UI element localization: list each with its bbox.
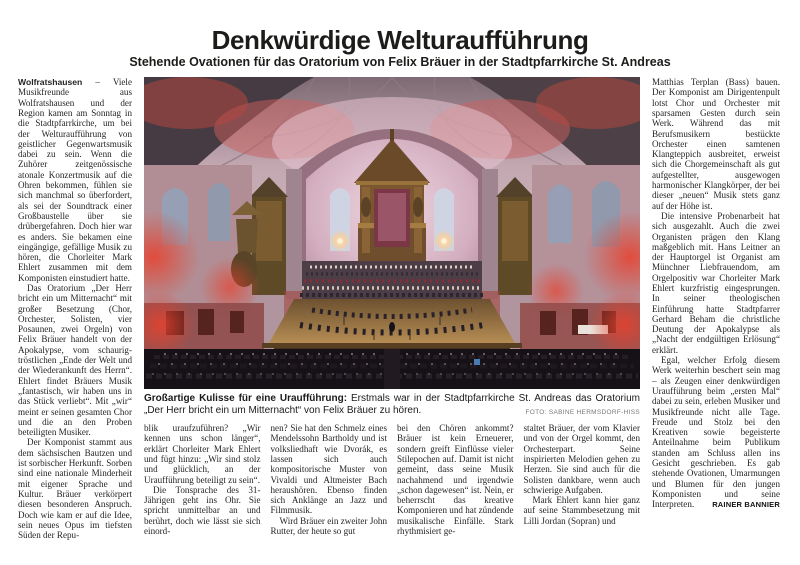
text-column-1 xyxy=(18,77,132,562)
author-name: RAINER BANNIER xyxy=(706,500,780,509)
subheadline: Stehende Ovationen für das Oratorium von Felix Bräuer in der Stadtpfarrkirche St. Andreas xyxy=(129,55,671,70)
photo-block xyxy=(144,77,640,562)
article-header xyxy=(0,0,800,70)
paragraph: Matthias Terplan (Bass) bauen. Der Komponist am Dirigentenpult lotst Chor und Orchester mit sparsamen Gesten durch sein Werk. Während das mit Berufsmusikern bestückte Orchester einen samtenen Klangteppich ausbreitet, erweist sich die Chorgemeinschaft als gut aufgestellter, ausgewogen harmonischer Klangkörper, der bei dieser „neuen“ Musik stets ganz auf der Höhe ist. xyxy=(652,77,780,211)
church-photo xyxy=(144,77,640,389)
paragraph: Das Oratorium „Der Herr bricht ein um Mitternacht“ mit großer Besetzung (Chor, Orchester, Solisten, vier Posaunen, zwei Orgeln) von Felix Bräuer handelt von der Apokalypse, vom schaurig-tröstlichen „Ende der Welt und der Wiederankunft des Herrn“. Ehlert findet Bräuers Musik „fantastisch, wir haben uns in das Stück verliebt“. Mit „wir“ meint er seinen gesamten Chor und die an den Proben beteiligten Musiker. xyxy=(18,282,132,438)
paragraph: staltet Bräuer, der vom Klavier und von der Orgel kommt, den Orchesterpart. Seine inspirierten Melodien gehen zu Herzen. Sie sind auch für die Solisten dankbare, wenn auch schwierige Aufgaben. xyxy=(523,423,640,495)
photo-credit: FOTO: SABINE HERMSDORF-HISS xyxy=(521,409,640,417)
conductor xyxy=(389,322,395,332)
paragraph-text: – Viele Musikfreunde aus Wolfratshausen und der Region kamen am Sonntag in die Stadtpfarrkirche, um bei der Welturaufführung von geistlicher Gegenwartsmusik dabei zu sein. Wenn die Zuhörer zeitgenössische atonale Konzertmusik auf die Ohren bekommen, fühlen sie sich manchmal so überfordert, als sei der Soundtrack einer Großbaustelle über sie drübergefahren. Doch hier war es anders. Sie bekamen eine eingängige, gefällige Musik zu hören, die Chorleiter Mark Ehlert zusammen mit dem Komponisten einstudiert hatte. xyxy=(18,77,132,283)
paragraph: Wird Bräuer ein zweiter John Rutter, der heute so gut xyxy=(270,515,387,537)
church-interior-illustration xyxy=(144,77,640,389)
paragraph xyxy=(18,77,132,283)
paragraph: Der Komponist stammt aus dem sächsischen Bautzen und ist sorbischer Herkunft. Sorben sind eine nationale Minderheit mit eigener Sprache und Kultur. Bräuer verkörpert diesen besonderen Anspruch. Doch wie kam er auf die Idee, sein neues Opus im tiefsten Süden der Repu- xyxy=(18,437,132,541)
paragraph: Mark Ehlert kann hier ganz auf seine Stammbesetzung mit Lilli Jordan (Sopran) und xyxy=(523,495,640,526)
paragraph: blik uraufzuführen? „Wir kennen uns schon länger“, erklärt Chorleiter Mark Ehlert und fügt hinzu: „Wir sind stolz und glücklich, an der Uraufführung beteiligt zu sein“. xyxy=(144,423,261,485)
text-columns-under-photo xyxy=(144,423,640,562)
caption-text: Erstmals war in der Stadtpfarrkirche St. Andreas das Oratorium „Der Herr bricht ein um Mitternacht“ von Felix Bräuer zu hören. xyxy=(144,393,640,417)
dateline: Wolfratshausen xyxy=(18,77,83,88)
text-column-5 xyxy=(524,423,641,562)
paragraph: Die Tonsprache des 31-Jährigen geht ins Ohr. Sie spricht unmittelbar an und berührt, doch wie lässt sie sich einord- xyxy=(144,484,261,537)
text-column-4 xyxy=(397,423,514,562)
text-column-6 xyxy=(652,77,780,562)
article-body xyxy=(0,77,800,562)
text-column-2 xyxy=(144,423,261,562)
caption-lead: Großartige Kulisse für eine Uraufführung: xyxy=(144,393,348,405)
paragraph: nen? Sie hat den Schmelz eines Mendelssohn Bartholdy und ist volksliedhaft wie Dvorák, es lassen sich auch kompositorische Muster von Vivaldi und Altmeister Bach heraushören. Ebenso finden sich Anklänge an Jazz und Filmmusik. xyxy=(270,423,387,516)
paragraph: bei den Chören ankommt? Bräuer ist kein Erneuerer, sondern greift Einflüsse vieler Stilepochen auf. Damit ist nicht gemeint, dass seine Musik nachahmend und irgendwie „schon dagewesen“ ist. Nein, er beherrscht das kreative Komponieren und hat zündende musikalische Einfälle. Stark rhythmisiert ge- xyxy=(397,423,514,537)
photo-caption xyxy=(144,393,640,417)
paragraph: Egal, welcher Erfolg diesem Werk weiterhin beschert sein mag – als Zeugen einer denkwürdigen Uraufführung beim „ersten Mal“ dabei zu sein, erleben Musiker und Musikfreunde nicht alle Tage. Freude und Stolz bei den Kreativen sowie begeisterte Anteilnahme beim Publikum standen am Schluss allen ins Gesicht geschrieben. Es gab stehende Ovationen, Umarmungen und Blumen für den jungen Komponisten und seine Interpreten. xyxy=(652,355,780,510)
paragraph: Die intensive Probenarbeit hat sich ausgezahlt. Auch die zwei Organisten prägen den Klang maßgeblich mit. Hans Leitner an der Hauptorgel ist Organist am Münchner Liebfrauendom, am Orgelpositiv war Chorleiter Mark Ehlert kurzfristig eingesprungen. In seiner theologischen Einführung hatte Stadtpfarrer Gerhard Beham die christliche Deutung der Apokalypse als „Nacht der endgültigen Erlösung“ erklärt. xyxy=(652,210,780,355)
headline: Denkwürdige Welturaufführung xyxy=(211,25,589,55)
text-column-3 xyxy=(271,423,388,562)
